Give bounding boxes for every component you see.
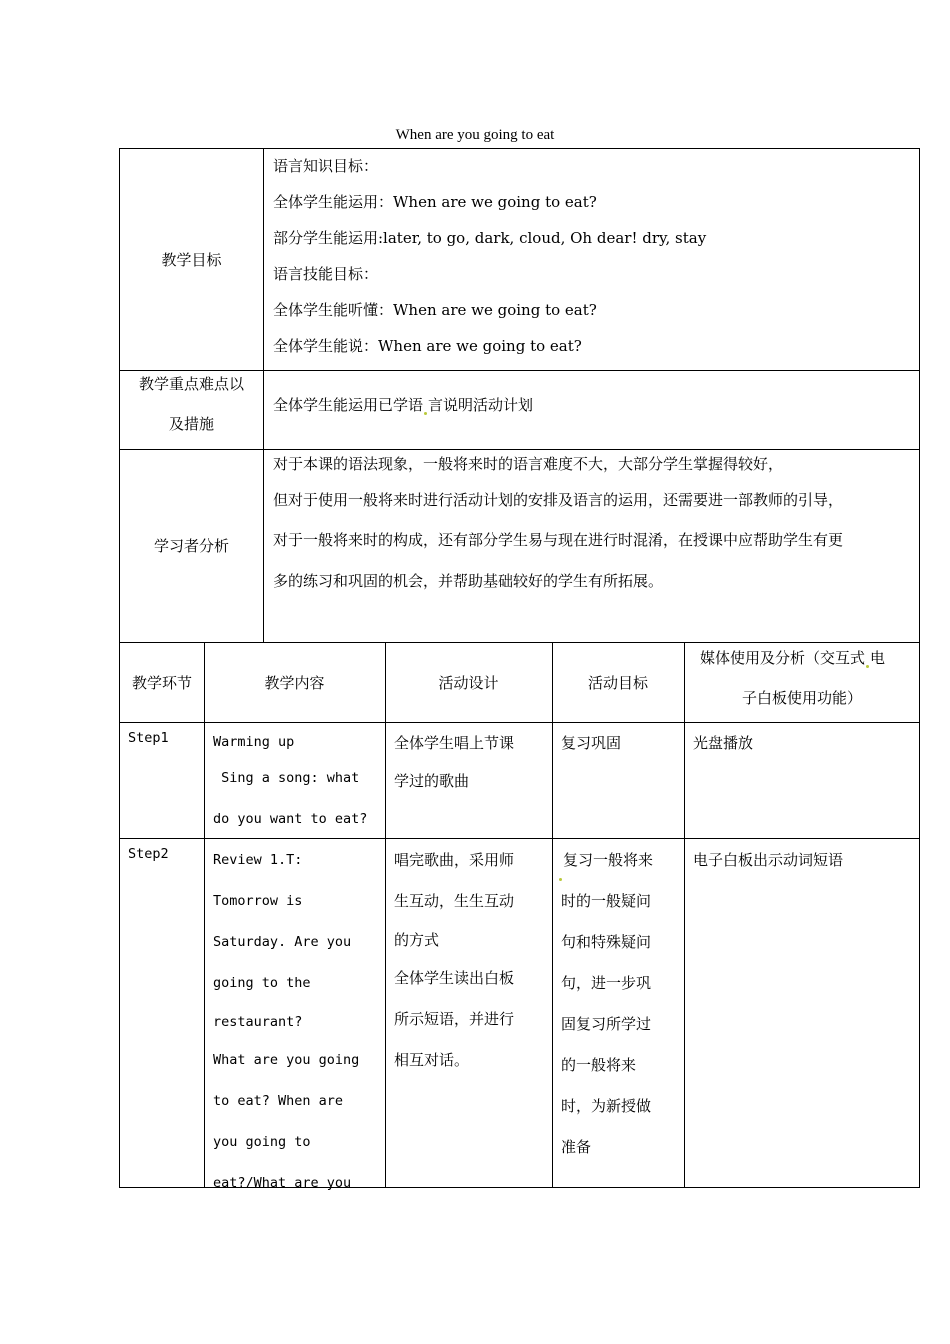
lesson-plan-table <box>119 148 920 1191</box>
step1-activity: 全体学生唱上节课 学过的歌曲 <box>394 734 515 790</box>
objective-line: 全体学生能听懂：When are we going to eat? <box>273 301 597 319</box>
step1-goal: 复习巩固 <box>561 734 622 752</box>
edit-mark-icon <box>866 665 869 668</box>
col-divider <box>684 642 685 1187</box>
objectives-content <box>273 149 913 370</box>
objective-line: 部分学生能运用:later, to go, dark, cloud, Oh dear! dry, stay <box>273 229 707 247</box>
learner-line: 多的练习和巩固的机会，并帮助基础较好的学生有所拓展。 <box>273 572 664 590</box>
objectives-label: 教学目标 <box>161 251 222 269</box>
col-divider <box>204 642 205 1187</box>
learner-analysis-label: 学习者分析 <box>153 537 229 555</box>
step2-stage: Step2 <box>128 846 169 862</box>
objective-line: 全体学生能运用：When are we going to eat? <box>273 193 597 211</box>
step1-content: Warming up Sing a song: what do you want to eat? <box>213 734 368 827</box>
col-divider <box>552 642 553 1187</box>
step2-activity: 唱完歌曲，采用师 生互动，生生互动 的方式 全体学生读出白板 所示短语，并进行 相互对话。 <box>394 851 515 1069</box>
objective-line: 全体学生能说：When are we going to eat? <box>273 337 582 355</box>
edit-mark-icon <box>424 412 427 415</box>
learner-line: 但对于使用一般将来时进行活动计划的安排及语言的运用，还需要进一部教师的引导， <box>273 491 844 509</box>
header-media: 媒体使用及分析（交互式 电 子白板使用功能） <box>700 649 886 707</box>
step2-goal: 复习一般将来 时的一般疑问 句和特殊疑问 句，进一步巩 固复习所学过 的一般将来 时，为新授做 准备 <box>561 851 654 1156</box>
objective-line: 语言技能目标： <box>273 265 379 283</box>
header-activity: 活动设计 <box>438 673 499 692</box>
key-points-label: 教学重点难点以 及措施 <box>138 375 244 433</box>
learner-line: 对于本课的语法现象，一般将来时的语言难度不大，大部分学生掌握得较好， <box>273 455 784 473</box>
header-content: 教学内容 <box>264 673 325 692</box>
step1-stage: Step1 <box>128 730 169 746</box>
header-stage: 教学环节 <box>131 673 192 692</box>
step1-media: 光盘播放 <box>693 734 754 752</box>
learner-analysis-content <box>273 449 913 642</box>
row-divider <box>120 722 920 723</box>
header-goal: 活动目标 <box>587 673 648 692</box>
col-divider <box>263 149 264 642</box>
step2-content: Review 1.T: Tomorrow is Saturday. Are you going to the restaurant? What are you going to eat? When are you going to eat?/What are you <box>213 852 360 1191</box>
objective-line: 语言知识目标： <box>273 157 379 175</box>
document-title: When are you going to eat <box>395 127 555 143</box>
step2-media: 电子白板出示动词短语 <box>693 851 844 869</box>
key-points-content: 全体学生能运用已学语 言说明活动计划 <box>273 396 534 414</box>
learner-line: 对于一般将来时的构成，还有部分学生易与现在进行时混淆，在授课中应帮助学生有更 <box>273 531 844 549</box>
col-divider <box>385 642 386 1187</box>
